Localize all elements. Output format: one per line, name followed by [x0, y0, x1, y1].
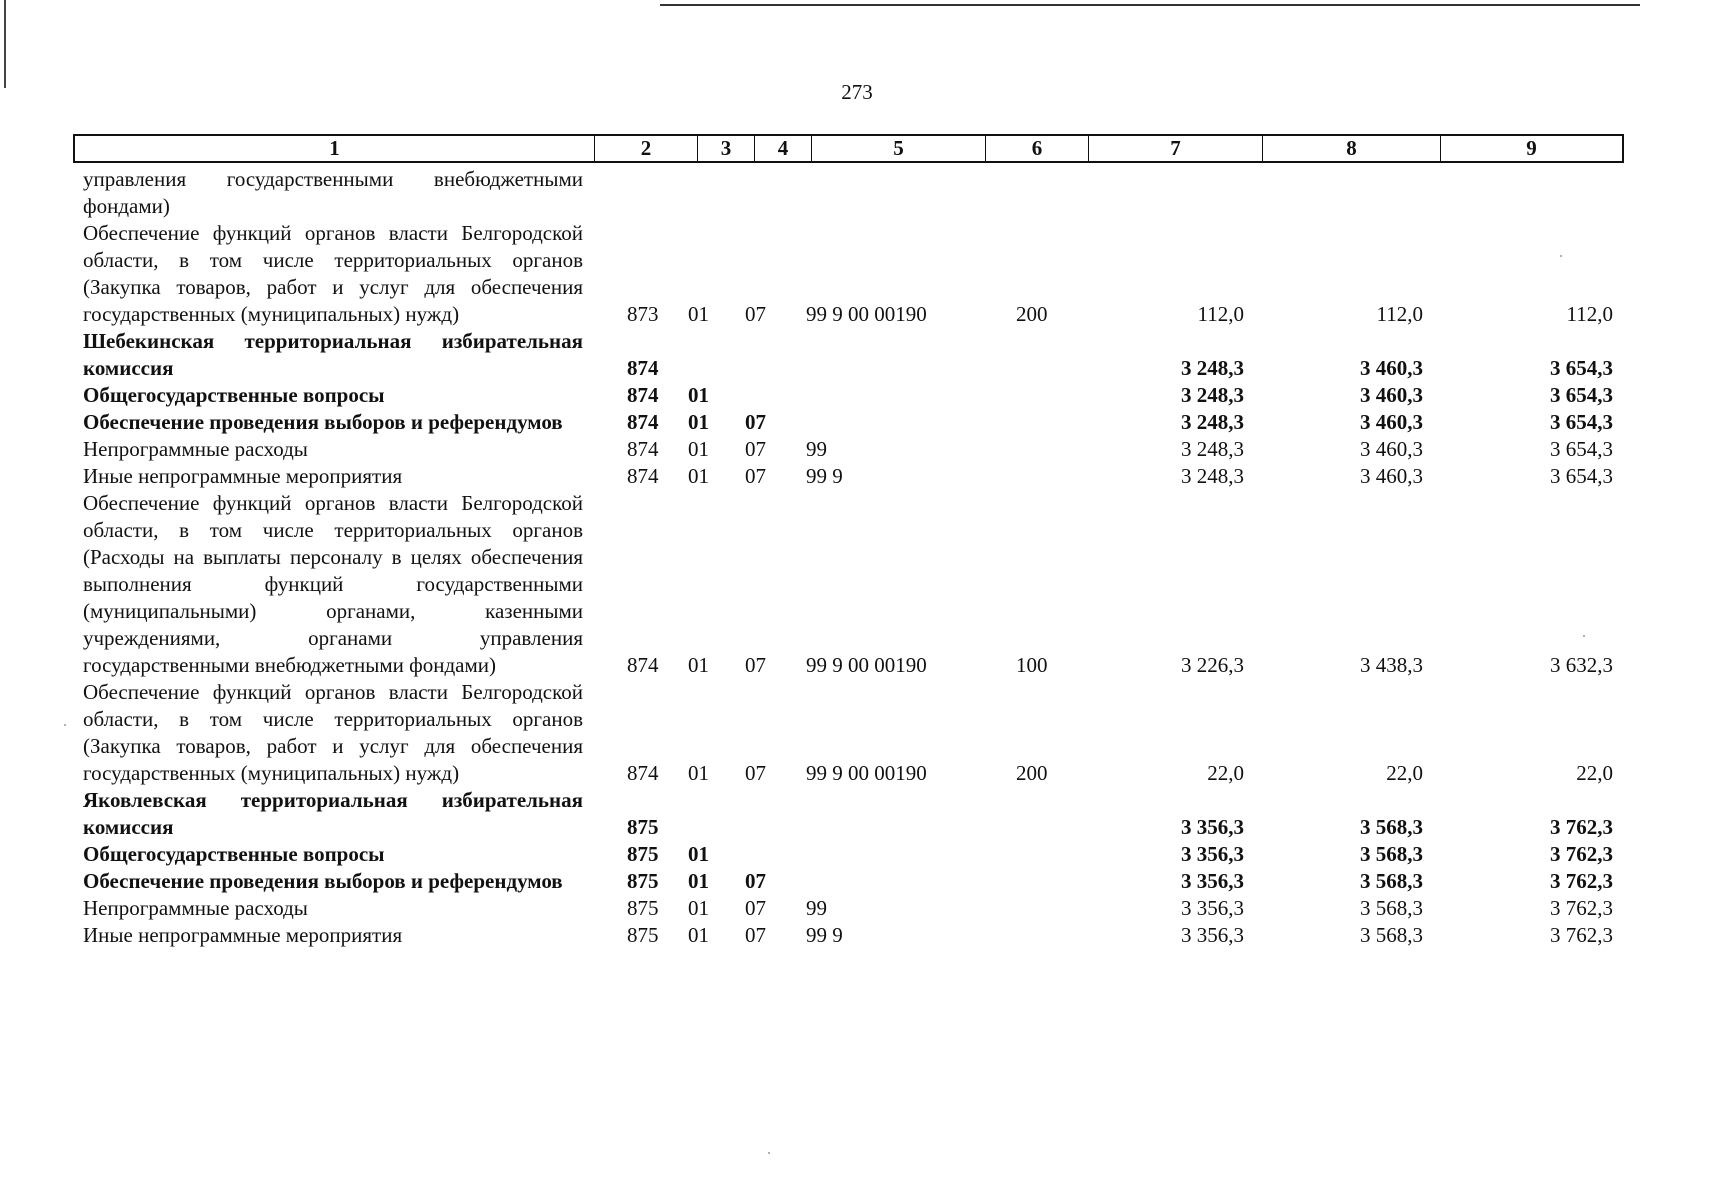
header-col-9: 9: [1526, 136, 1537, 160]
cell-col-7: 3 248,3: [1181, 464, 1244, 488]
cell-col-7: 3 356,3: [1181, 896, 1244, 920]
cell-col-8: 3 460,3: [1360, 356, 1423, 380]
cell-col-9: 3 762,3: [1550, 815, 1613, 839]
table-row: [83, 787, 1613, 841]
top-scan-rule: [660, 4, 1640, 6]
cell-col-1: Обеспечение функций органов власти Белгородской области, в том числе территориальных органов (Закупка товаров, работ и услуг для обеспечения государственных (муниципальных) нужд): [83, 221, 583, 326]
cell-col-8: 3 460,3: [1360, 437, 1423, 461]
table-header: [73, 134, 1624, 163]
cell-col-5: 99 9: [806, 923, 843, 947]
cell-col-7: 3 356,3: [1181, 923, 1244, 947]
cell-col-9: 112,0: [1566, 302, 1613, 326]
cell-col-2: 875: [627, 896, 659, 920]
cell-col-4: 07: [745, 437, 766, 461]
scan-speck: [1583, 635, 1585, 637]
cell-col-5: 99: [806, 896, 827, 920]
cell-col-9: [1423, 166, 1613, 220]
cell-col-3: 01: [688, 437, 709, 461]
cell-col-3: 01: [688, 923, 709, 947]
table-body: [83, 166, 1613, 949]
cell-col-5: [800, 166, 974, 220]
cell-col-1: Обеспечение функций органов власти Белгородской области, в том числе территориальных органов (Расходы на выплаты персоналу в целях обеспечения выполнения функций государственными (муниципальными) органами, казенными учреждениями, органами управления государственными внебюджетными фондами): [83, 491, 583, 677]
header-col-2: 2: [595, 136, 698, 161]
cell-col-7: 3 248,3: [1181, 437, 1244, 461]
cell-col-5: [800, 409, 974, 436]
cell-col-6: 200: [1016, 302, 1048, 326]
header-col-4: 4: [755, 136, 812, 161]
page-number: 273: [841, 80, 873, 104]
cell-col-1: Непрограммные расходы: [83, 896, 308, 920]
cell-col-3: 01: [688, 761, 709, 785]
header-col-1: 1: [75, 136, 595, 161]
cell-col-3: 01: [688, 464, 709, 488]
cell-col-1: Иные непрограммные мероприятия: [83, 464, 403, 488]
cell-col-4: [743, 166, 800, 220]
cell-col-5: 99 9 00 00190: [806, 761, 927, 785]
cell-col-6: 100: [1016, 653, 1048, 677]
cell-col-3: 01: [688, 302, 709, 326]
table-row: [83, 679, 1613, 787]
cell-col-7: 3 226,3: [1181, 653, 1244, 677]
scan-speck: [64, 724, 66, 726]
cell-col-7: 3 356,3: [1181, 815, 1244, 839]
scan-speck: [1560, 255, 1562, 257]
cell-col-7: 3 248,3: [1181, 383, 1244, 407]
cell-col-4: [743, 328, 800, 382]
cell-col-6: 200: [1016, 761, 1048, 785]
cell-col-6: [974, 328, 1077, 382]
cell-col-6: [974, 841, 1077, 868]
table-row: [83, 220, 1613, 328]
cell-col-5: 99: [806, 437, 827, 461]
header-col-6: 6: [986, 136, 1089, 161]
cell-col-1: Обеспечение функций органов власти Белгородской области, в том числе территориальных органов (Закупка товаров, работ и услуг для обеспечения государственных (муниципальных) нужд): [83, 680, 583, 785]
cell-col-2: 875: [627, 815, 659, 839]
cell-col-2: 874: [627, 464, 659, 488]
cell-col-2: 875: [627, 923, 659, 947]
cell-col-8: [1244, 166, 1423, 220]
cell-col-6: [974, 922, 1077, 949]
cell-col-9: 3 762,3: [1550, 869, 1613, 893]
cell-col-9: 3 632,3: [1550, 653, 1613, 677]
cell-col-8: 3 568,3: [1360, 896, 1423, 920]
cell-col-3: 01: [688, 653, 709, 677]
cell-col-3: [686, 328, 743, 382]
cell-col-5: 99 9 00 00190: [806, 653, 927, 677]
cell-col-6: [974, 166, 1077, 220]
cell-col-5: [800, 328, 974, 382]
cell-col-2: 874: [627, 383, 659, 407]
cell-col-1: Шебекинская территориальная избирательная комиссия: [83, 329, 583, 380]
cell-col-1: управления государственными внебюджетными фондами): [83, 167, 583, 218]
cell-col-3: 01: [688, 383, 709, 407]
cell-col-2: 874: [627, 653, 659, 677]
cell-col-1: Обеспечение проведения выборов и референдумов: [83, 410, 563, 434]
cell-col-7: 112,0: [1197, 302, 1244, 326]
cell-col-2: 875: [627, 842, 659, 866]
cell-col-6: [974, 787, 1077, 841]
cell-col-6: [974, 895, 1077, 922]
cell-col-7: 3 248,3: [1181, 410, 1244, 434]
cell-col-4: 07: [745, 761, 766, 785]
cell-col-8: 3 460,3: [1360, 410, 1423, 434]
cell-col-3: [686, 166, 743, 220]
table-row: [83, 463, 1613, 490]
cell-col-3: 01: [688, 842, 709, 866]
cell-col-5: 99 9 00 00190: [806, 302, 927, 326]
cell-col-7: 3 356,3: [1181, 842, 1244, 866]
cell-col-9: 3 654,3: [1550, 410, 1613, 434]
scan-speck: [768, 1152, 770, 1154]
table-row: [83, 409, 1613, 436]
table-row: [83, 166, 1613, 220]
cell-col-2: 874: [627, 356, 659, 380]
cell-col-6: [974, 463, 1077, 490]
cell-col-8: 3 460,3: [1360, 383, 1423, 407]
cell-col-4: 07: [745, 896, 766, 920]
cell-col-3: [686, 787, 743, 841]
cell-col-4: [743, 787, 800, 841]
cell-col-1: Яковлевская территориальная избирательная комиссия: [83, 788, 583, 839]
header-col-7: 7: [1089, 136, 1263, 161]
cell-col-2: 875: [627, 869, 659, 893]
table-row: [83, 382, 1613, 409]
cell-col-1: Обеспечение проведения выборов и референдумов: [83, 869, 563, 893]
cell-col-9: 22,0: [1576, 761, 1613, 785]
cell-col-4: 07: [745, 869, 766, 893]
cell-col-2: 874: [627, 410, 659, 434]
cell-col-5: [800, 841, 974, 868]
cell-col-6: [974, 409, 1077, 436]
cell-col-7: [1077, 166, 1244, 220]
table-row: [83, 868, 1613, 895]
cell-col-9: 3 654,3: [1550, 356, 1613, 380]
cell-col-9: 3 762,3: [1550, 896, 1613, 920]
cell-col-8: 3 568,3: [1360, 815, 1423, 839]
cell-col-6: [974, 382, 1077, 409]
cell-col-7: 3 356,3: [1181, 869, 1244, 893]
cell-col-6: [974, 436, 1077, 463]
cell-col-1: Непрограммные расходы: [83, 437, 308, 461]
cell-col-4: 07: [745, 302, 766, 326]
cell-col-5: [800, 382, 974, 409]
table-row: [83, 895, 1613, 922]
cell-col-5: [800, 787, 974, 841]
budget-table: [83, 166, 1613, 949]
cell-col-4: 07: [745, 923, 766, 947]
cell-col-2: 874: [627, 437, 659, 461]
cell-col-3: 01: [688, 410, 709, 434]
cell-col-9: 3 654,3: [1550, 383, 1613, 407]
cell-col-8: 3 460,3: [1360, 464, 1423, 488]
cell-col-3: 01: [688, 896, 709, 920]
cell-col-1: Иные непрограммные мероприятия: [83, 923, 403, 947]
table-row: [83, 841, 1613, 868]
cell-col-8: 3 568,3: [1360, 869, 1423, 893]
table-row: [83, 436, 1613, 463]
cell-col-2: 874: [627, 761, 659, 785]
cell-col-2: [583, 166, 686, 220]
cell-col-4: 07: [745, 653, 766, 677]
cell-col-9: 3 654,3: [1550, 464, 1613, 488]
cell-col-4: [743, 841, 800, 868]
cell-col-1: Общегосударственные вопросы: [83, 383, 385, 407]
cell-col-4: 07: [745, 464, 766, 488]
table-row: [83, 922, 1613, 949]
header-col-5: 5: [812, 136, 986, 161]
cell-col-4: 07: [745, 410, 766, 434]
cell-col-8: 112,0: [1376, 302, 1423, 326]
cell-col-8: 3 568,3: [1360, 842, 1423, 866]
cell-col-3: 01: [688, 869, 709, 893]
left-scan-rule: [4, 0, 6, 88]
cell-col-8: 22,0: [1386, 761, 1423, 785]
cell-col-5: [800, 868, 974, 895]
cell-col-7: 3 248,3: [1181, 356, 1244, 380]
cell-col-9: 3 762,3: [1550, 923, 1613, 947]
header-col-8: 8: [1263, 136, 1441, 161]
cell-col-9: 3 654,3: [1550, 437, 1613, 461]
cell-col-8: 3 438,3: [1360, 653, 1423, 677]
cell-col-7: 22,0: [1207, 761, 1244, 785]
cell-col-8: 3 568,3: [1360, 923, 1423, 947]
cell-col-2: 873: [627, 302, 659, 326]
table-row: [83, 328, 1613, 382]
cell-col-9: 3 762,3: [1550, 842, 1613, 866]
table-row: [83, 490, 1613, 679]
header-col-3: 3: [698, 136, 755, 161]
cell-col-4: [743, 382, 800, 409]
cell-col-1: Общегосударственные вопросы: [83, 842, 385, 866]
cell-col-6: [974, 868, 1077, 895]
cell-col-5: 99 9: [806, 464, 843, 488]
